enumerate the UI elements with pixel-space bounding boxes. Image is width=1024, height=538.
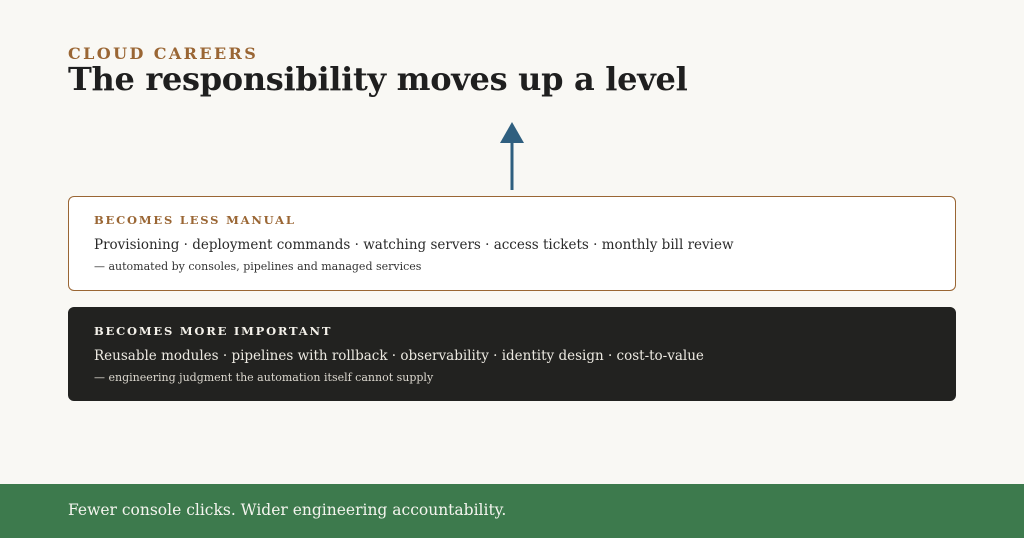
more-important-note: — engineering judgment the automation itself cannot supply xyxy=(94,371,434,384)
page-title: The responsibility moves up a level xyxy=(68,60,688,98)
footer-text: Fewer console clicks. Wider engineering accountability. xyxy=(68,501,507,519)
less-manual-label: BECOMES LESS MANUAL xyxy=(94,213,296,227)
less-manual-card xyxy=(68,196,956,291)
less-manual-items: Provisioning · deployment commands · watching servers · access tickets · monthly bill review xyxy=(94,237,734,253)
eyebrow-label: CLOUD CAREERS xyxy=(68,44,259,63)
footer-banner xyxy=(0,484,1024,538)
more-important-items: Reusable modules · pipelines with rollback · observability · identity design · cost-to-value xyxy=(94,348,704,364)
less-manual-note: — automated by consoles, pipelines and managed services xyxy=(94,260,422,273)
more-important-label: BECOMES MORE IMPORTANT xyxy=(94,324,333,338)
arrow-up-icon xyxy=(497,120,527,192)
more-important-card xyxy=(68,307,956,401)
